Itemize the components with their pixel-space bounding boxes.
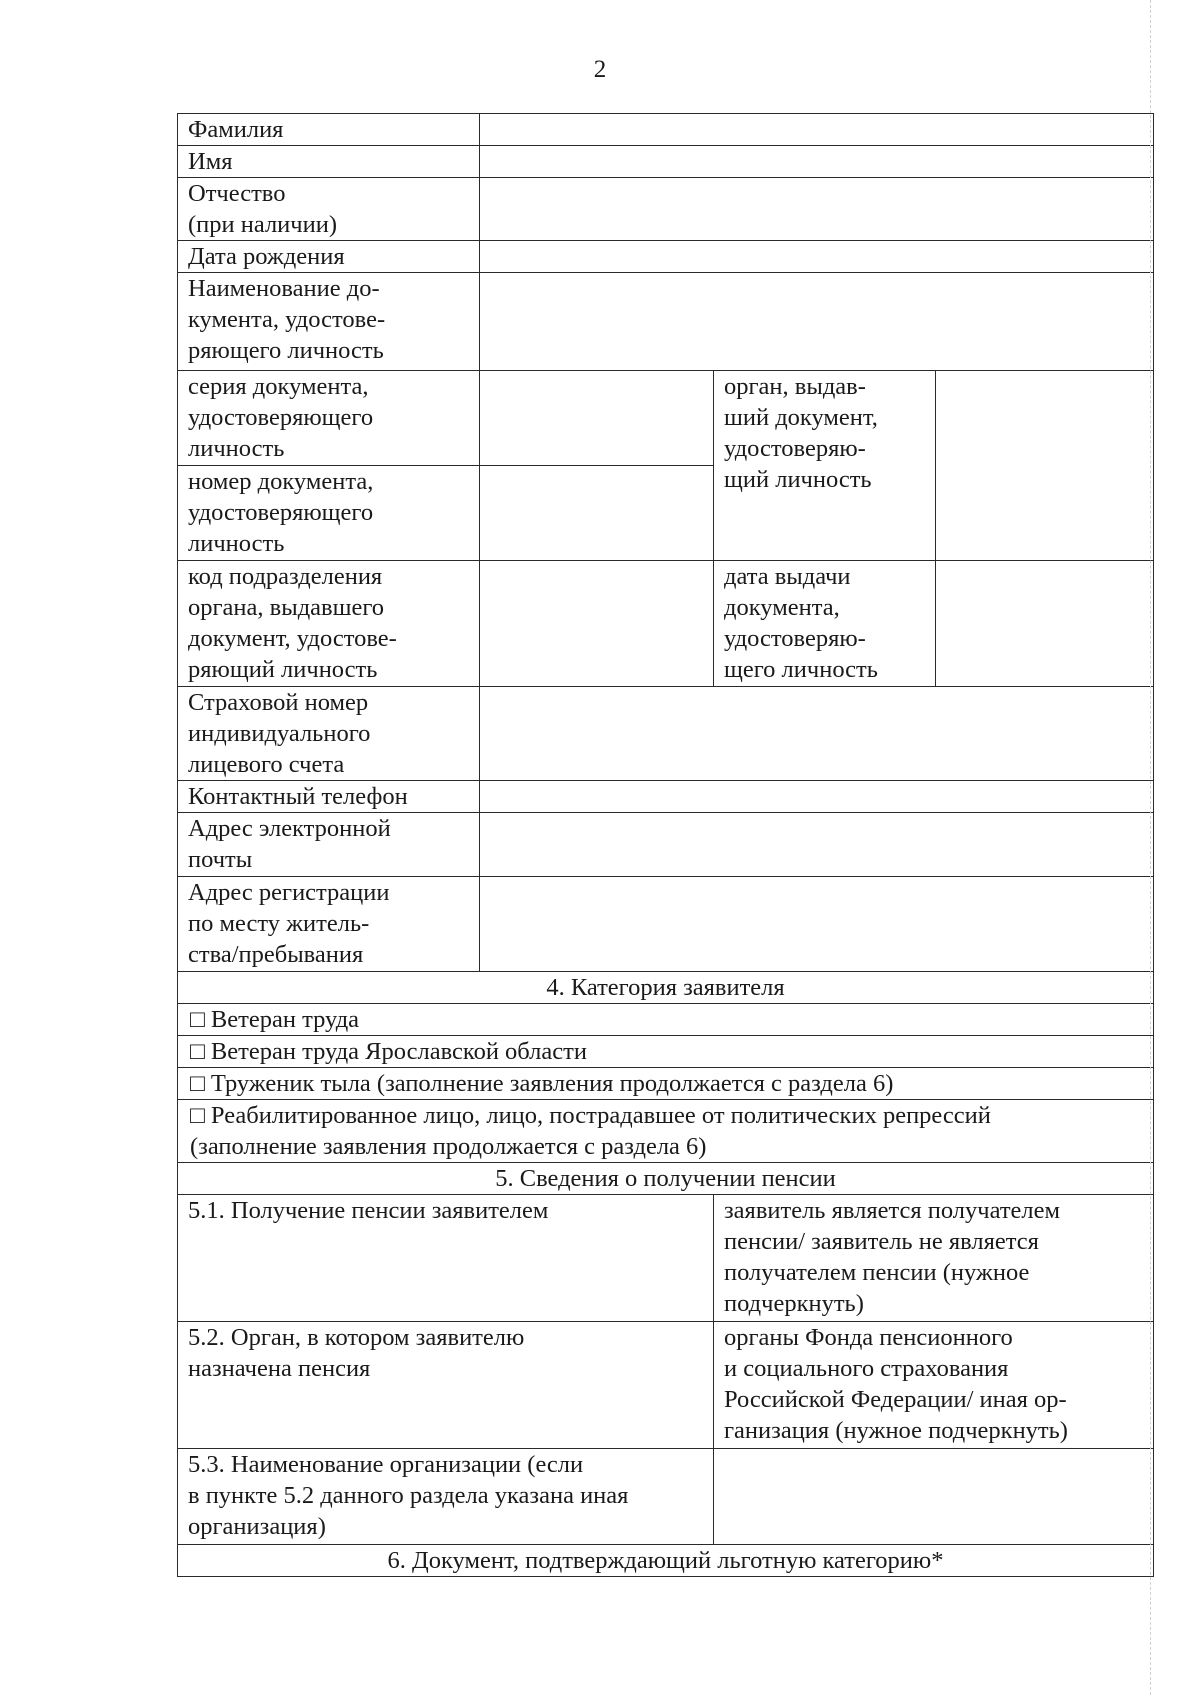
- row-patronymic: [178, 178, 1154, 241]
- label-birth-date: Дата рождения: [178, 241, 480, 273]
- row-organization-name: [178, 1449, 1154, 1545]
- field-address[interactable]: [480, 877, 1154, 972]
- value-pension-authority[interactable]: органы Фонда пенсионного и социального страхования Российской Федерации/ иная ор- ганизация (нужное подчеркнуть): [714, 1322, 1154, 1449]
- field-id-issue-date[interactable]: [936, 561, 1154, 687]
- row-name: [178, 146, 1154, 178]
- section-5-title: 5. Сведения о получении пенсии: [178, 1163, 1154, 1195]
- category-option-row: [178, 1068, 1154, 1100]
- label-name: Имя: [178, 146, 480, 178]
- row-phone: [178, 781, 1154, 813]
- field-patronymic[interactable]: [480, 178, 1154, 241]
- field-birth-date[interactable]: [480, 241, 1154, 273]
- page-number: 2: [593, 56, 607, 83]
- row-snils: [178, 687, 1154, 781]
- field-id-number[interactable]: [480, 466, 714, 561]
- label-id-issue-date: дата выдачи документа, удостоверяю- щего личность: [714, 561, 936, 687]
- label-snils: Страховой номер индивидуального лицевого счета: [178, 687, 480, 781]
- label-surname: Фамилия: [178, 114, 480, 146]
- row-id-series: [178, 371, 1154, 466]
- label-phone: Контактный телефон: [178, 781, 480, 813]
- label-patronymic: Отчество (при наличии): [178, 178, 480, 241]
- label-id-division-code: код подразделения органа, выдавшего документ, удостове- ряющий личность: [178, 561, 480, 687]
- field-snils[interactable]: [480, 687, 1154, 781]
- label-id-series: серия документа, удостоверяющего личность: [178, 371, 480, 466]
- section-6-title: 6. Документ, подтверждающий льготную категорию*: [178, 1545, 1154, 1577]
- row-id-doc-name: [178, 273, 1154, 371]
- field-organization-name[interactable]: [714, 1449, 1154, 1545]
- category-option-yaroslavl-labor-veteran[interactable]: □ Ветеран труда Ярославской области: [178, 1036, 1154, 1068]
- application-form-table: [177, 113, 1154, 1577]
- label-id-number: номер документа, удостоверяющего личность: [178, 466, 480, 561]
- field-name[interactable]: [480, 146, 1154, 178]
- row-surname: [178, 114, 1154, 146]
- row-pension-authority: [178, 1322, 1154, 1449]
- section-5-header-row: [178, 1163, 1154, 1195]
- field-id-division-code[interactable]: [480, 561, 714, 687]
- category-option-row: [178, 1036, 1154, 1068]
- label-pension-receipt: 5.1. Получение пенсии заявителем: [178, 1195, 714, 1322]
- field-id-doc-name[interactable]: [480, 273, 1154, 371]
- row-birth-date: [178, 241, 1154, 273]
- section-4-header-row: [178, 972, 1154, 1004]
- category-option-home-front-worker[interactable]: □ Труженик тыла (заполнение заявления продолжается с раздела 6): [178, 1068, 1154, 1100]
- field-id-issuer[interactable]: [936, 371, 1154, 561]
- section-4-title: 4. Категория заявителя: [178, 972, 1154, 1004]
- scan-edge-line: [1150, 0, 1152, 1695]
- category-option-labor-veteran[interactable]: □ Ветеран труда: [178, 1004, 1154, 1036]
- label-id-doc-name: Наименование до- кумента, удостове- ряющего личность: [178, 273, 480, 371]
- label-pension-authority: 5.2. Орган, в котором заявителю назначена пенсия: [178, 1322, 714, 1449]
- row-email: [178, 813, 1154, 877]
- label-id-issuer: орган, выдав- ший документ, удостоверяю- щий личность: [714, 371, 936, 561]
- category-option-row: [178, 1100, 1154, 1163]
- category-option-row: [178, 1004, 1154, 1036]
- label-email: Адрес электронной почты: [178, 813, 480, 877]
- row-id-division-code: [178, 561, 1154, 687]
- section-6-header-row: [178, 1545, 1154, 1577]
- category-option-rehabilitated-person[interactable]: □ Реабилитированное лицо, лицо, пострадавшее от политических репрессий (заполнение заявления продолжается с раздела 6): [178, 1100, 1154, 1163]
- field-phone[interactable]: [480, 781, 1154, 813]
- label-address: Адрес регистрации по месту житель- ства/пребывания: [178, 877, 480, 972]
- label-organization-name: 5.3. Наименование организации (если в пункте 5.2 данного раздела указана иная организация): [178, 1449, 714, 1545]
- field-id-series[interactable]: [480, 371, 714, 466]
- field-surname[interactable]: [480, 114, 1154, 146]
- row-pension-receipt: [178, 1195, 1154, 1322]
- field-email[interactable]: [480, 813, 1154, 877]
- row-address: [178, 877, 1154, 972]
- value-pension-receipt[interactable]: заявитель является получателем пенсии/ заявитель не является получателем пенсии (нужное подчеркнуть): [714, 1195, 1154, 1322]
